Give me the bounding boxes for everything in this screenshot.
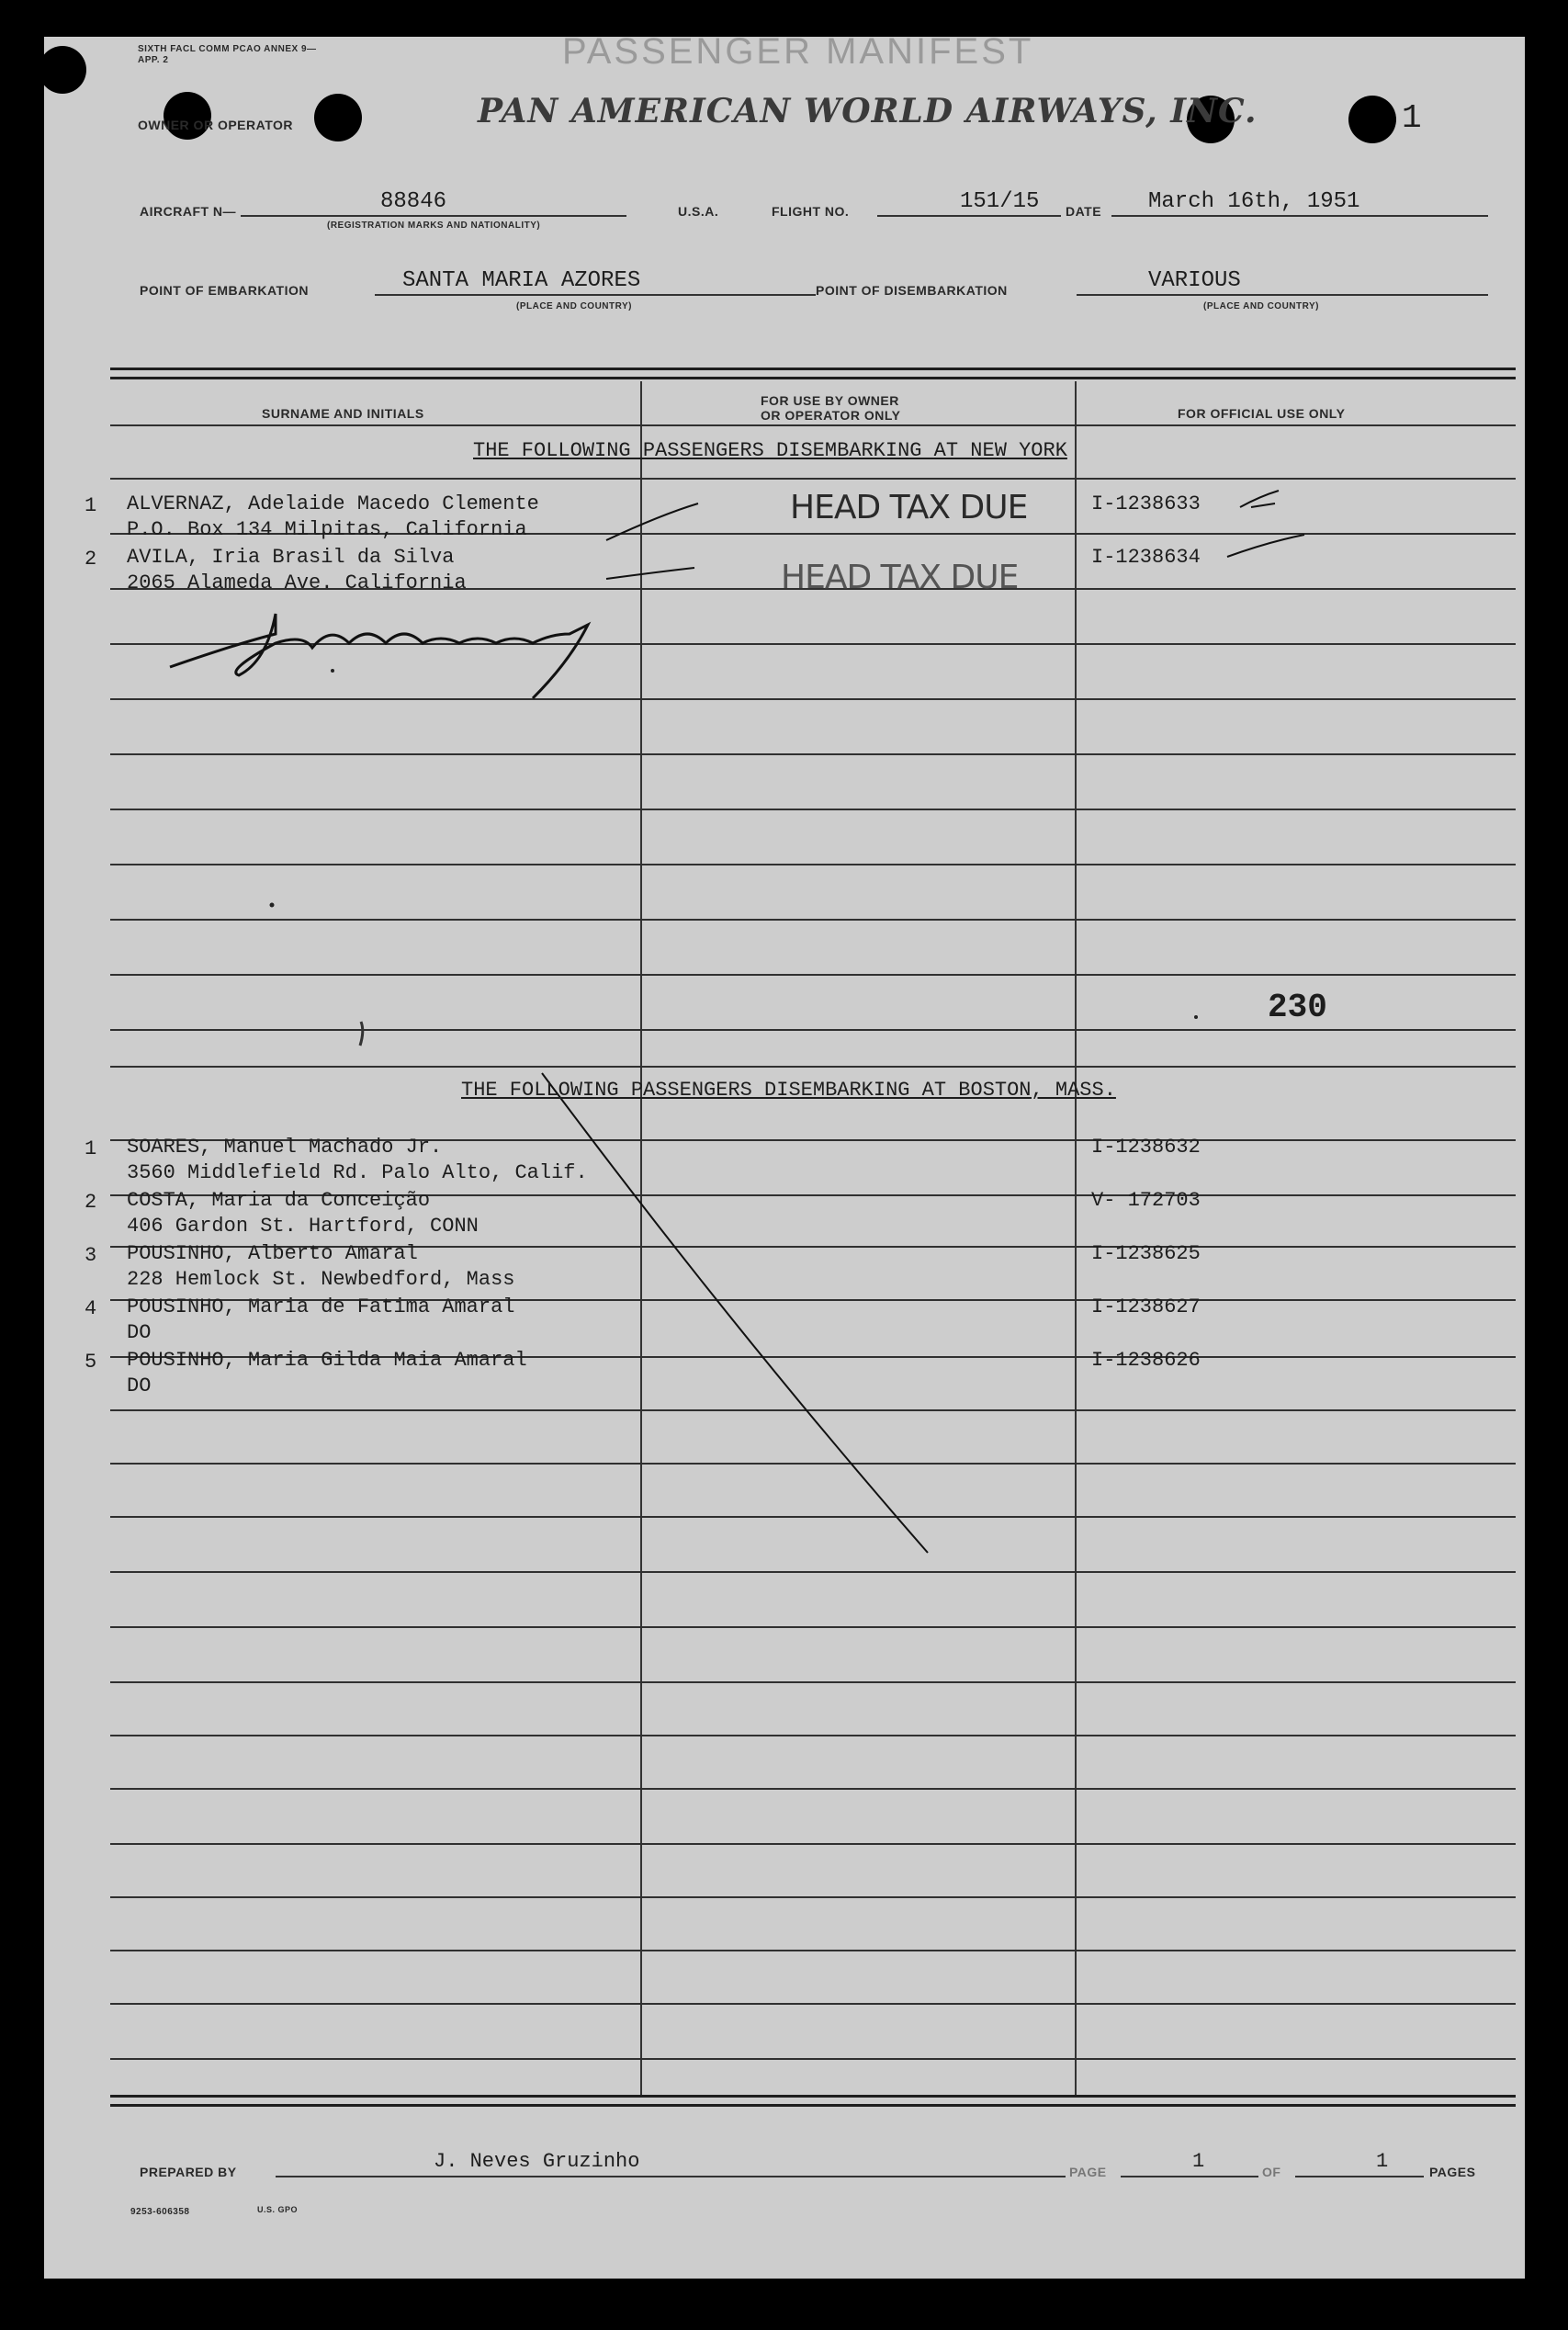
punch-hole — [164, 92, 211, 140]
passenger-number: 5 — [85, 1351, 97, 1374]
date-value-line — [1111, 189, 1488, 217]
passenger-address: 406 Gardon St. Hartford, CONN — [127, 1215, 479, 1238]
of-value-line — [1295, 2150, 1424, 2177]
passenger-name: ALVERNAZ, Adelaide Macedo Clemente — [127, 492, 539, 515]
official-column-header: FOR OFFICIAL USE ONLY — [1178, 406, 1346, 421]
ruled-line — [110, 1409, 1516, 1411]
official-number: V- 172703 — [1091, 1189, 1201, 1212]
passenger-address: 3560 Middlefield Rd. Palo Alto, Calif. — [127, 1161, 588, 1184]
ruled-line — [110, 974, 1516, 976]
aircraft-value — [241, 189, 626, 217]
disembarkation-label: POINT OF DISEMBARKATION — [816, 283, 1008, 298]
pages-label: PAGES — [1429, 2165, 1476, 2179]
form-title: PASSENGER MANIFEST — [562, 31, 1034, 72]
operator-name: PAN AMERICAN WORLD AIRWAYS, INC. — [478, 92, 1258, 130]
passenger-name: POUSINHO, Alberto Amaral — [127, 1242, 418, 1265]
double-rule — [110, 2104, 1516, 2107]
page-value-line — [1121, 2150, 1258, 2177]
usa-label: U.S.A. — [678, 204, 719, 219]
embarkation-value: SANTA MARIA AZORES — [402, 268, 641, 293]
passenger-number: 1 — [85, 1137, 97, 1160]
ruled-line — [110, 809, 1516, 810]
aircraft-label: AIRCRAFT N— — [140, 204, 237, 219]
flight-number: 151/15 — [960, 189, 1040, 214]
passenger-name: SOARES, Manuel Machado Jr. — [127, 1136, 443, 1159]
ruled-line — [110, 1950, 1516, 1951]
ny-section-heading: THE FOLLOWING PASSENGERS DISEMBARKING AT NEW YORK — [473, 439, 1067, 462]
ruled-line — [110, 1463, 1516, 1465]
ruled-line — [110, 1626, 1516, 1628]
surname-column-header: SURNAME AND INITIALS — [262, 406, 424, 421]
passenger-number: 2 — [85, 548, 97, 571]
official-number: I-1238634 — [1091, 546, 1201, 569]
passenger-number: 2 — [85, 1191, 97, 1214]
of-label: OF — [1262, 2165, 1281, 2179]
ruled-line — [110, 698, 1516, 700]
column-divider — [1075, 381, 1077, 2095]
double-rule — [110, 368, 1516, 370]
double-rule — [110, 2095, 1516, 2098]
of-value: 1 — [1376, 2150, 1389, 2173]
passenger-name: POUSINHO, Maria de Fatima Amaral — [127, 1295, 515, 1318]
page-marker: 1 — [1402, 99, 1422, 137]
passenger-address: DO — [127, 1374, 152, 1397]
ruled-line — [110, 1066, 1516, 1068]
flight-label: FLIGHT NO. — [772, 204, 850, 219]
embarkation-line — [375, 268, 816, 296]
owner-label: OWNER OR OPERATOR — [138, 118, 293, 132]
official-number: I-1238626 — [1091, 1349, 1201, 1372]
ruled-line — [110, 1516, 1516, 1518]
official-number: I-1238632 — [1091, 1136, 1201, 1159]
owner-use-header-2: OR OPERATOR ONLY — [761, 408, 901, 423]
prepared-by-line — [276, 2150, 1066, 2177]
passenger-number: 4 — [85, 1297, 97, 1320]
form-reference: SIXTH FACL COMM PCAO ANNEX 9—APP. 2 — [138, 44, 317, 65]
official-number: I-1238625 — [1091, 1242, 1201, 1265]
gpo-mark: U.S. GPO — [257, 2205, 299, 2214]
punch-hole — [1348, 96, 1396, 143]
ruled-line — [110, 2003, 1516, 2005]
boston-section-heading: THE FOLLOWING PASSENGERS DISEMBARKING AT BOSTON, MASS. — [461, 1079, 1116, 1102]
ruled-line — [110, 424, 1516, 426]
ruled-line — [110, 1843, 1516, 1845]
owner-use-header: FOR USE BY OWNER — [761, 393, 899, 408]
ruled-line — [110, 1788, 1516, 1790]
punch-hole — [39, 46, 86, 94]
flight-date: March 16th, 1951 — [1148, 189, 1360, 214]
ruled-line — [110, 1896, 1516, 1898]
page-label: PAGE — [1069, 2165, 1107, 2179]
disembarkation-sublabel: (PLACE AND COUNTRY) — [1203, 301, 1319, 311]
date-label: DATE — [1066, 204, 1102, 219]
disembarkation-line — [1077, 268, 1488, 296]
head-tax-stamp: HEAD TAX DUE — [781, 559, 1019, 596]
count-mark: 230 — [1268, 989, 1327, 1026]
passenger-address: 2065 Alameda Ave. California — [127, 571, 467, 594]
column-divider — [640, 381, 642, 2095]
passenger-number: 1 — [85, 494, 97, 517]
passenger-name: AVILA, Iria Brasil da Silva — [127, 546, 455, 569]
punch-hole — [314, 94, 362, 141]
ruled-line — [110, 1029, 1516, 1031]
embarkation-sublabel: (PLACE AND COUNTRY) — [516, 301, 632, 311]
flight-value-line — [877, 189, 1061, 217]
passenger-number: 3 — [85, 1244, 97, 1267]
ruled-line — [110, 1735, 1516, 1736]
ruled-line — [110, 864, 1516, 865]
head-tax-stamp: HEAD TAX DUE — [790, 489, 1028, 526]
ruled-line — [110, 919, 1516, 921]
ruled-line — [110, 2058, 1516, 2060]
aircraft-sublabel: (REGISTRATION MARKS AND NATIONALITY) — [327, 221, 541, 231]
disembarkation-value: VARIOUS — [1148, 268, 1241, 293]
prepared-by-value: J. Neves Gruzinho — [434, 2150, 640, 2173]
official-number: I-1238627 — [1091, 1295, 1201, 1318]
embarkation-label: POINT OF EMBARKATION — [140, 283, 309, 298]
passenger-name: POUSINHO, Maria Gilda Maia Amaral — [127, 1349, 527, 1372]
passenger-address: P.O. Box 134 Milpitas, California — [127, 518, 527, 541]
passenger-address: 228 Hemlock St. Newbedford, Mass — [127, 1268, 515, 1291]
page-value: 1 — [1192, 2150, 1205, 2173]
passenger-name: COSTA, Maria da Conceição — [127, 1189, 431, 1212]
double-rule — [110, 377, 1516, 379]
official-number: I-1238633 — [1091, 492, 1201, 515]
ruled-line — [110, 1681, 1516, 1683]
prepared-by-label: PREPARED BY — [140, 2165, 237, 2179]
ruled-line — [110, 478, 1516, 480]
aircraft-number: 88846 — [380, 189, 447, 214]
print-code: 9253-606358 — [130, 2207, 190, 2217]
ruled-line — [110, 753, 1516, 755]
passenger-address: DO — [127, 1321, 152, 1344]
ruled-line — [110, 1571, 1516, 1573]
ruled-line — [110, 643, 1516, 645]
